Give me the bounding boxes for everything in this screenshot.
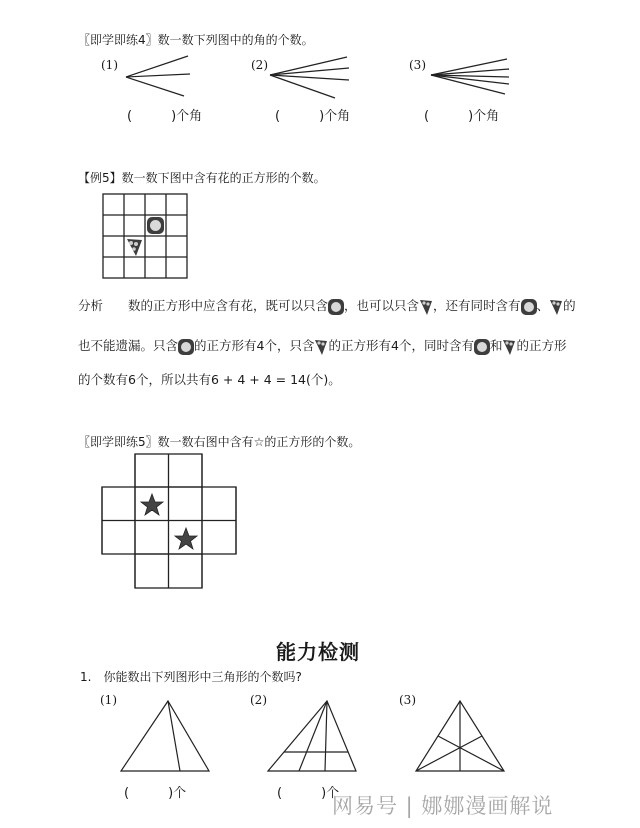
analysis-text: ，也可以只含: [344, 298, 420, 313]
angle-answer-3: ( )个角: [424, 109, 500, 124]
star-icon: [141, 494, 163, 515]
grape-icon: [549, 298, 563, 316]
practice4-title: 〖即学即练4〗数一数下列图中的角的个数。: [78, 33, 314, 47]
flower-icon: [178, 339, 194, 355]
practice5-title: 〖即学即练5〗数一数右图中含有☆的正方形的个数。: [78, 435, 361, 449]
angle-figure-3: [425, 50, 515, 102]
ability-test-heading: 能力检测: [276, 640, 360, 664]
triangle-label-3: (3): [399, 693, 416, 707]
angle-figure-2: [265, 50, 355, 102]
grape-icon: [502, 338, 516, 356]
triangle-figure-2: [265, 698, 360, 774]
triangle-label-2: (2): [250, 693, 267, 707]
analysis-text: 、: [536, 298, 550, 313]
grape-icon: [419, 298, 433, 316]
triangle-answer-2: ( )个: [277, 786, 340, 801]
flower-icon: [521, 299, 537, 315]
analysis-text: 的: [563, 298, 576, 313]
flower-icon: [328, 299, 344, 315]
triangle-figure-3: [413, 698, 508, 774]
flower-grid: [102, 193, 188, 279]
star-icon: [175, 528, 197, 549]
analysis-text: 分析 数的正方形中应含有花，既可以只含: [78, 298, 329, 313]
analysis-text: 和: [489, 338, 503, 353]
angle-label-3: (3): [409, 58, 426, 72]
triangle-answer-1: ( )个: [124, 786, 187, 801]
flower-icon: [147, 217, 164, 234]
grape-icon: [314, 338, 328, 356]
analysis-text: 的正方形有4个，只含: [194, 338, 315, 353]
analysis-line-1: [78, 296, 576, 316]
analysis-text: 也不能遗漏。只含: [78, 338, 179, 353]
angle-answer-1: ( )个角: [127, 109, 203, 124]
angle-figure-1: [120, 50, 195, 100]
analysis-line-2: [78, 336, 566, 356]
angle-label-1: (1): [101, 58, 118, 72]
triangle-figure-1: [118, 698, 213, 774]
flower-icon: [474, 339, 490, 355]
analysis-text: 的正方形: [516, 338, 567, 353]
analysis-text: ，还有同时含有: [433, 298, 521, 313]
question-1: 1. 你能数出下列图形中三角形的个数吗?: [80, 670, 302, 684]
grape-icon: [127, 239, 142, 256]
angle-answer-2: ( )个角: [275, 109, 351, 124]
triangle-label-1: (1): [100, 693, 117, 707]
angle-label-2: (2): [251, 58, 268, 72]
analysis-line-3: 的个数有6个，所以共有6 + 4 + 4 = 14(个)。: [78, 372, 341, 387]
watermark: 网易号 | 娜娜漫画解说: [332, 794, 554, 818]
example5-title: 【例5】数一数下图中含有花的正方形的个数。: [78, 171, 326, 185]
cross-star-grid: [101, 453, 238, 590]
analysis-text: 的正方形有4个，同时含有: [328, 338, 474, 353]
